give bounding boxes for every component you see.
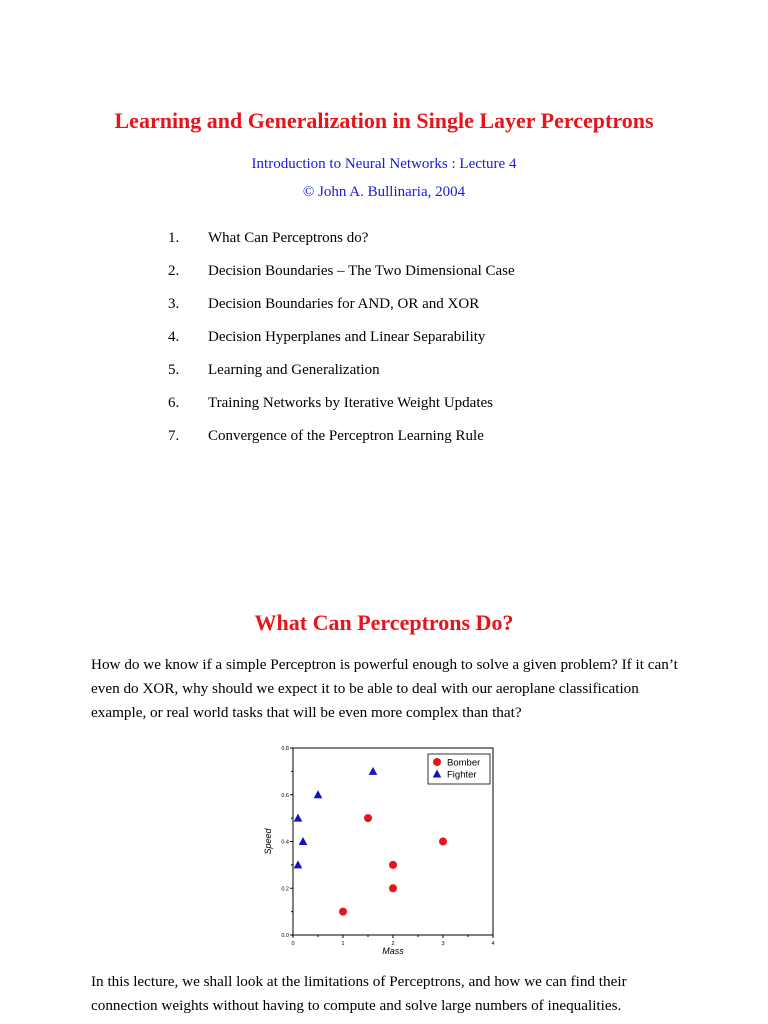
page-title: Learning and Generalization in Single Layer Perceptrons: [114, 108, 654, 133]
legend-fighter-label: Fighter: [447, 769, 477, 781]
chart-legend: [428, 754, 490, 784]
x-tick-label: 0: [291, 941, 295, 947]
toc-text: Learning and Generalization: [208, 362, 380, 378]
bomber-point: [339, 908, 347, 916]
toc-number: 3.: [168, 296, 180, 312]
section-title: What Can Perceptrons Do?: [254, 610, 514, 635]
toc-item: [168, 428, 515, 461]
toc-text: Training Networks by Iterative Weight Updates: [208, 395, 493, 411]
x-tick-label: 3: [441, 941, 445, 947]
toc-number: 4.: [168, 329, 180, 345]
toc-number: 1.: [168, 230, 180, 246]
legend-bomber-marker: [433, 758, 441, 766]
x-tick-label: 1: [341, 941, 345, 947]
y-tick-label: 0.6: [281, 792, 289, 799]
lecture-subtitle: Introduction to Neural Networks : Lecture 4: [251, 156, 517, 172]
bomber-point: [389, 884, 397, 892]
fighter-point: [294, 860, 303, 868]
y-tick-label: 0.2: [281, 886, 289, 893]
y-tick-label: 0.8: [281, 746, 289, 752]
toc-item: [168, 329, 515, 362]
toc-text: Decision Boundaries – The Two Dimensional Case: [208, 263, 515, 279]
toc-item: [168, 296, 515, 329]
toc-number: 2.: [168, 263, 180, 279]
scatter-chart: [255, 740, 515, 960]
toc-text: Decision Hyperplanes and Linear Separability: [208, 329, 486, 345]
x-axis-label: Mass: [382, 946, 404, 956]
x-tick-label: 2: [391, 941, 395, 947]
toc-item: [168, 230, 515, 263]
y-tick-label: 0.0: [281, 933, 289, 939]
table-of-contents: [168, 230, 515, 461]
toc-item: [168, 263, 515, 296]
bomber-point: [439, 838, 447, 846]
y-tick-label: 0.4: [281, 839, 289, 846]
summary-paragraph: In this lecture, we shall look at the limitations of Perceptrons, and how we can find their connection weights without having to compute and solve large numbers of inequalities.: [91, 973, 627, 1014]
legend-bomber-label: Bomber: [447, 757, 481, 769]
toc-text: Convergence of the Perceptron Learning Rule: [208, 428, 484, 444]
fighter-point: [369, 767, 378, 775]
author-line: © John A. Bullinaria, 2004: [302, 184, 466, 200]
toc-item: [168, 362, 515, 395]
toc-text: What Can Perceptrons do?: [208, 230, 369, 246]
fighter-point: [294, 814, 303, 822]
y-axis-label: Speed: [263, 828, 273, 855]
toc-number: 7.: [168, 428, 180, 444]
bomber-point: [389, 861, 397, 869]
toc-item: [168, 395, 515, 428]
toc-number: 6.: [168, 395, 180, 411]
x-tick-label: 4: [491, 941, 495, 947]
toc-number: 5.: [168, 362, 180, 378]
toc-text: Decision Boundaries for AND, OR and XOR: [208, 296, 480, 312]
bomber-point: [364, 814, 372, 822]
fighter-point: [314, 790, 323, 798]
intro-paragraph: How do we know if a simple Perceptron is powerful enough to solve a given problem? If it can’t even do XOR, why should we expect it to be able to deal with our aeroplane classification example, or real world tasks that will be even more complex than that?: [91, 656, 678, 721]
fighter-point: [299, 837, 308, 845]
